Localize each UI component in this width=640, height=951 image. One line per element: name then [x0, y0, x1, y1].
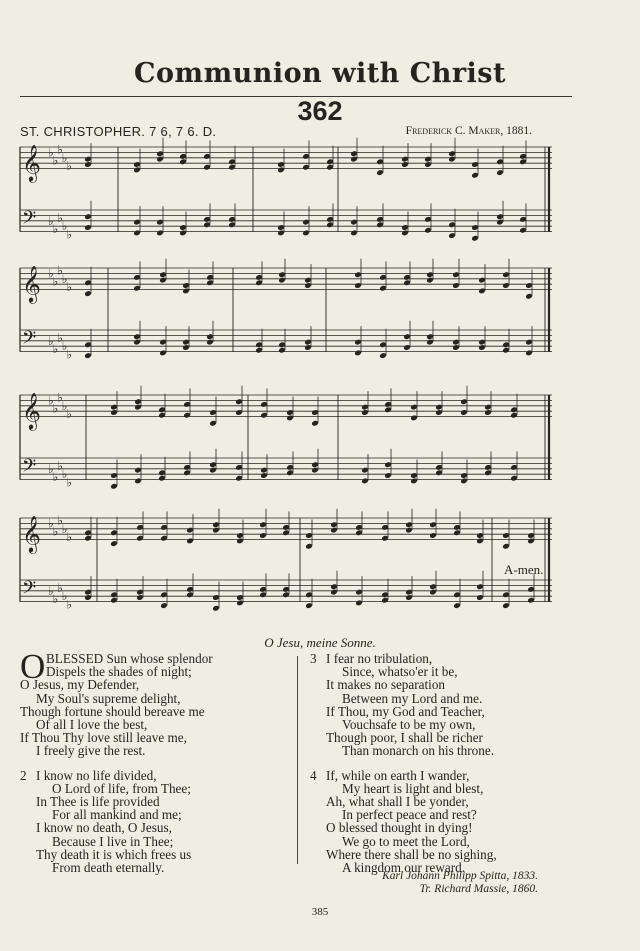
verse-text: I fear no tribulation, — [326, 651, 433, 666]
flat-sign: ♭ — [61, 150, 68, 165]
verse-line: In perfect peace and rest? — [342, 807, 477, 823]
verse-line: Ah, what shall I be yonder, — [326, 794, 469, 810]
treble-clef: 𝄞 — [22, 143, 41, 182]
bass-clef: 𝄢 — [22, 208, 37, 234]
drop-cap: O — [20, 647, 46, 686]
flat-sign: ♭ — [66, 475, 73, 490]
flat-sign: ♭ — [48, 333, 54, 348]
flat-sign: ♭ — [57, 211, 63, 226]
verse-line: Though poor, I shall be richer — [326, 730, 483, 746]
verse-line: BLESSED Sun whose splendor — [46, 651, 213, 666]
verse-line: I know no death, O Jesus, — [36, 820, 172, 836]
treble-clef: 𝄞 — [22, 264, 41, 303]
flat-sign: ♭ — [61, 467, 68, 482]
stanza-2 — [20, 769, 290, 875]
flat-sign: ♭ — [52, 591, 59, 606]
verse-line: Vouchsafe to be my own, — [342, 717, 476, 733]
verse-line: Thy death it is which frees us — [36, 846, 192, 862]
flat-sign: ♭ — [66, 158, 73, 173]
author-credit: Karl Johann Philipp Spitta, 1833. — [382, 870, 538, 882]
flat-sign: ♭ — [57, 459, 63, 474]
verses-right-column — [310, 652, 550, 885]
verse-line: O blessed thought in dying! — [326, 820, 473, 836]
verse-line: Though fortune should bereave me — [20, 703, 205, 719]
flat-sign: ♭ — [52, 469, 59, 484]
flat-sign: ♭ — [66, 597, 73, 612]
page-number: 385 — [311, 906, 329, 918]
flat-sign: ♭ — [57, 390, 63, 405]
stanza-number: 3 — [310, 651, 317, 666]
verse-line: My Soul's supreme delight, — [36, 690, 181, 706]
flat-sign: ♭ — [52, 274, 59, 289]
hymn-number: 362 — [297, 96, 343, 126]
verse-line: A kingdom our reward. — [342, 860, 466, 876]
flat-sign: ♭ — [57, 331, 63, 346]
flat-sign: ♭ — [57, 581, 63, 596]
verse-line: For all mankind and me; — [52, 807, 182, 823]
verse-line: It makes no separation — [326, 677, 446, 693]
flat-sign: ♭ — [61, 398, 68, 413]
flat-sign: ♭ — [66, 406, 73, 421]
flat-sign: ♭ — [57, 513, 63, 528]
flat-sign: ♭ — [61, 339, 68, 354]
verse-line: O Jesus, my Defender, — [20, 677, 140, 693]
translation-credits — [382, 870, 538, 896]
flat-sign: ♭ — [48, 213, 54, 228]
verse-line: Than monarch on his throne. — [342, 743, 494, 759]
flat-sign: ♭ — [66, 529, 73, 544]
flat-sign: ♭ — [48, 583, 54, 598]
verse-line: Between my Lord and me. — [342, 690, 483, 706]
verse-line: Where there shall be no sighing, — [326, 846, 497, 862]
amen-label: A-men. — [504, 562, 544, 577]
verse-line: We go to meet the Lord, — [342, 833, 470, 849]
stanza-number: 4 — [310, 767, 317, 783]
flat-sign: ♭ — [48, 393, 54, 408]
hymn-source-title: O Jesu, meine Sonne. — [264, 635, 376, 650]
flat-sign: ♭ — [57, 142, 63, 157]
verse-text: I know no life divided, — [36, 767, 157, 783]
flat-sign: ♭ — [52, 221, 59, 236]
flat-sign: ♭ — [61, 589, 68, 604]
composer-credit: Frederick C. Maker, 1881. — [405, 125, 532, 137]
flat-sign: ♭ — [57, 263, 63, 278]
bass-clef: 𝄢 — [22, 578, 37, 604]
flat-sign: ♭ — [61, 219, 68, 234]
section-title: Communion with Christ — [134, 58, 506, 89]
stanza-3 — [310, 652, 550, 758]
column-divider — [297, 656, 298, 864]
verse-line: If Thou, my God and Teacher, — [326, 703, 485, 719]
verse-line: From death eternally. — [52, 860, 165, 876]
stanza-number: 2 — [20, 767, 27, 783]
verse-text: If, while on earth I wander, — [326, 767, 470, 783]
flat-sign: ♭ — [48, 266, 54, 281]
flat-sign: ♭ — [52, 153, 59, 168]
flat-sign: ♭ — [48, 145, 54, 160]
verse-line — [310, 769, 550, 782]
verse-line: My heart is light and blest, — [342, 780, 484, 796]
treble-clef: 𝄞 — [22, 391, 41, 430]
verse-line: Dispels the shades of night; — [46, 664, 192, 680]
flat-sign: ♭ — [48, 461, 54, 476]
stanza-4 — [310, 769, 550, 875]
verse-line: I freely give the rest. — [36, 743, 146, 759]
flat-sign: ♭ — [52, 401, 59, 416]
tune-name: ST. CHRISTOPHER. 7 6, 7 6. D. — [20, 124, 217, 139]
verse-line: In Thee is life provided — [36, 794, 160, 810]
bass-clef: 𝄢 — [22, 456, 37, 482]
verse-line: Since, whatso'er it be, — [342, 664, 458, 680]
flat-sign: ♭ — [61, 271, 68, 286]
stanza-1 — [20, 647, 290, 759]
verse-line: Of all I love the best, — [36, 717, 148, 733]
verse-line: If Thou Thy love still leave me, — [20, 730, 187, 746]
translator-credit: Tr. Richard Massie, 1860. — [419, 883, 538, 895]
verse-line: O Lord of life, from Thee; — [52, 780, 191, 796]
flat-sign: ♭ — [66, 227, 73, 242]
flat-sign: ♭ — [48, 516, 54, 531]
flat-sign: ♭ — [66, 347, 73, 362]
verses-left-column — [20, 647, 290, 885]
flat-sign: ♭ — [61, 521, 68, 536]
flat-sign: ♭ — [52, 341, 59, 356]
treble-clef: 𝄞 — [22, 514, 41, 553]
flat-sign: ♭ — [66, 279, 73, 294]
flat-sign: ♭ — [52, 524, 59, 539]
verse-line: Because I live in Thee; — [52, 833, 174, 849]
bass-clef: 𝄢 — [22, 328, 37, 354]
verse-line — [20, 769, 290, 782]
